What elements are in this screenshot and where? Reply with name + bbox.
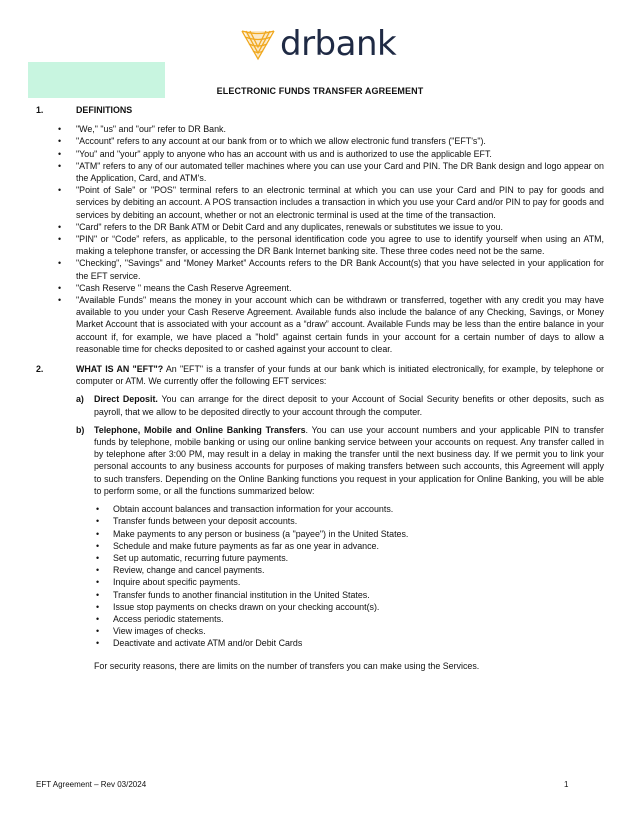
bank-logo [240, 24, 396, 64]
section-2-text: An "EFT" is a transfer of your funds at our bank which is initiated electronically, for example, by telephone or computer or ATM. We currently offer the following EFT services: [76, 364, 604, 387]
definition-item: • "Cash Reserve " means the Cash Reserve Agreement. [36, 282, 604, 294]
definition-item: • "Account" refers to any account at our bank from or to which we allow electronic fund transfers ("EFT's"). [36, 135, 604, 147]
section-1-heading [36, 104, 604, 116]
service-item: • Transfer funds between your deposit accounts. [36, 515, 604, 527]
subsection-a-text: You can arrange for the direct deposit to your Account of Social Security benefits or other deposits, such as payroll, that we allow to be deposited directly to your account through the computer. [94, 394, 604, 417]
security-note: For security reasons, there are limits on the number of transfers you can make using the Services. [94, 660, 480, 671]
section-2-title: WHAT IS AN "EFT"? [76, 364, 164, 375]
service-item: • View images of checks. [36, 625, 604, 637]
section-1-title: DEFINITIONS [76, 105, 133, 115]
section-2-number: 2. [36, 364, 44, 375]
footer-revision: EFT Agreement – Rev 03/2024 [36, 780, 147, 789]
service-item: • Deactivate and activate ATM and/or Debit Cards [36, 637, 604, 649]
subsection-b-letter: b) [76, 424, 85, 435]
wheat-fan-icon [240, 27, 276, 61]
subsection-a-letter: a) [76, 394, 84, 405]
definition-item: • "Checking", "Savings" and “Money Market” Accounts refers to the DR Bank Account(s) that you have selected in your application for the EFT service. [36, 257, 604, 281]
service-item: • Review, change and cancel payments. [36, 564, 604, 576]
definition-item: • "ATM" refers to any of our automated teller machines where you can use your Card and PIN. The DR Bank design and logo appear on the Application, Card, and ATM's. [36, 160, 604, 184]
service-item: • Schedule and make future payments as far as one year in advance. [36, 540, 604, 552]
definition-item: • "Available Funds" means the money in your account which can be withdrawn or transferred, together with any credit you may have available to you under your Cash Reserve Agreement. Available funds also include the balance of any Checking, Savings, or Money Market Account that is associated with your account as a “draw” account. Available Funds may be less than the entire balance in your account if, for example, we have placed a "hold" against certain funds in your account for a certain number of days to allow a reasonable time for checks deposited to or cashed against your account to clear. [36, 294, 604, 355]
section-2-paragraph [36, 363, 604, 387]
subsection-b-title: Telephone, Mobile and Online Banking Transfers [94, 424, 306, 435]
subsection-b [36, 424, 604, 497]
definitions-list [36, 123, 604, 355]
definition-item: • "You" and "your" apply to anyone who has an account with us and is authorized to use the applicable EFT. [36, 148, 604, 160]
definition-item: • "We," "us" and "our" refer to DR Bank. [36, 123, 604, 135]
footer-page-number: 1 [564, 780, 569, 789]
bank-logo-text: drbank [280, 24, 397, 64]
subsection-b-text: . You can use your account numbers and your applicable PIN to transfer funds by telephone, mobile banking or using our online banking service between your accounts on request. Any transfer called in by telephone after 3:00 PM, may result in a delay in making the transfer until the next business day. If we permit you to link your personal accounts to any business accounts for purposes of making transfers between such accounts, this Agreement will apply to such transfers. Depending on the Online Banking functions you request in your application for Online Banking, you will be able to perform some, or all the functions summarized below: [94, 424, 604, 496]
service-item: • Transfer funds to another financial institution in the United States. [36, 589, 604, 601]
definition-item: • "Point of Sale" or "POS" terminal refers to an electronic terminal at which you can use your Card and PIN to pay for goods and services by debiting an account. A POS transaction includes a transaction in which you use your Card and/or PIN to pay for goods and services by debiting an account, whether or not an electronic terminal is used at the time of the transaction. [36, 184, 604, 221]
service-item: • Make payments to any person or business (a "payee") in the United States. [36, 528, 604, 540]
document-title: ELECTRONIC FUNDS TRANSFER AGREEMENT [216, 86, 424, 96]
service-item: • Access periodic statements. [36, 613, 604, 625]
document-body [36, 104, 604, 672]
subsection-a-title: Direct Deposit. [94, 394, 158, 405]
definition-item: • "PIN" or “Code” refers, as applicable, to the personal identification code you agree to use to identify yourself when using an ATM, making a telephone transfer, or accessing the DR Bank Internet banking site. These three codes need not be the same. [36, 233, 604, 257]
service-item: • Obtain account balances and transaction information for your accounts. [36, 503, 604, 515]
subsection-a [36, 393, 604, 417]
service-item: • Set up automatic, recurring future payments. [36, 552, 604, 564]
section-1-number: 1. [36, 105, 44, 115]
definition-item: • "Card" refers to the DR Bank ATM or Debit Card and any duplicates, renewals or substitutes we issue to you. [36, 221, 604, 233]
online-banking-services-list [36, 503, 604, 649]
service-item: • Issue stop payments on checks drawn on your checking account(s). [36, 601, 604, 613]
service-item: • Inquire about specific payments. [36, 576, 604, 588]
